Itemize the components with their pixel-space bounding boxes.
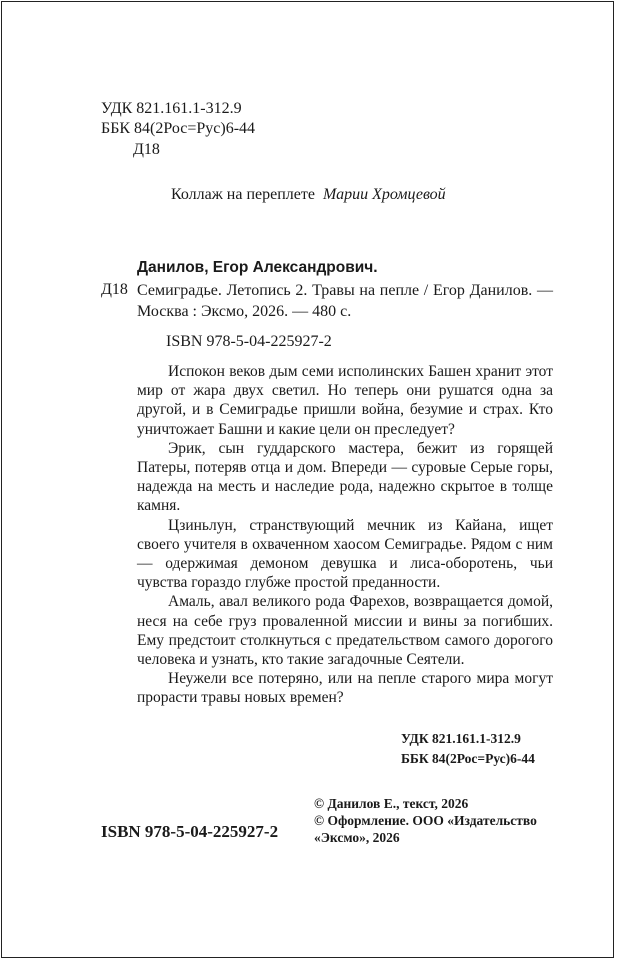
author-heading: Данилов, Егор Александрович. [137, 259, 378, 276]
record-isbn: ISBN 978-5-04-225927-2 [166, 333, 332, 350]
abstract-paragraph: Цзиньлун, странствующий мечник из Кайана, ищет своего учителя в охваченном хаосом Семиградье. Рядом с ним — одержимая демоном девушка и лиса-оборотень, чьи чувства гораздо глубже простой преданности. [137, 516, 553, 592]
abstract-paragraph: Амаль, авал великого рода Фарехов, возвращается домой, неся на себе груз проваленной миссии и вины за погибших. Ему предстоит столкнуться с предательством самого дорогого человека и узнать, кто такие загадочные Сеятели. [137, 593, 553, 669]
abstract-paragraph: Эрик, сын гуддарского мастера, бежит из горящей Патеры, потеряв отца и дом. Впереди — суровые Серые горы, надежда на месть и наследие рода, надежно скрытое в толще камня. [137, 439, 553, 515]
cover-credit-artist: Марии Хромцевой [322, 186, 446, 203]
abstract-paragraph: Испокон веков дым семи исполинских Башен хранит этот мир от жара двух светил. Но теперь они рушатся одна за другой, и в Семиградье пришли война, безумие и страх. Кто уничтожает Башни и какие цели он преследует? [137, 363, 553, 438]
cover-credit [171, 185, 446, 204]
cover-credit-label: Коллаж на переплете [171, 186, 315, 203]
bbk-code: ББК 84(2Рос=Рус)6-44 [101, 120, 256, 137]
udk-code: УДК 821.161.1-312.9 [101, 100, 242, 117]
footer-udk: УДК 821.161.1-312.9 [401, 731, 521, 746]
record-sign: Д18 [101, 281, 128, 298]
copyright-text: © Данилов Е., текст, 2026 [314, 796, 469, 811]
footer-isbn: ISBN 978-5-04-225927-2 [101, 822, 279, 841]
footer-bbk: ББК 84(2Рос=Рус)6-44 [401, 751, 535, 766]
record-title: Семиградье. Летопись 2. Травы на пепле / Егор Данилов. — Москва : Эксмо, 2026. — 480 с. [137, 282, 553, 320]
copyright-design: © Оформление. ООО «Издательство [314, 813, 537, 828]
abstract [137, 362, 553, 708]
author-sign: Д18 [133, 141, 160, 158]
abstract-paragraph: Неужели все потеряно, или на пепле старого мира могут прорасти травы новых времен? [137, 670, 553, 707]
copyright-design-continued: «Эксмо», 2026 [314, 830, 400, 845]
